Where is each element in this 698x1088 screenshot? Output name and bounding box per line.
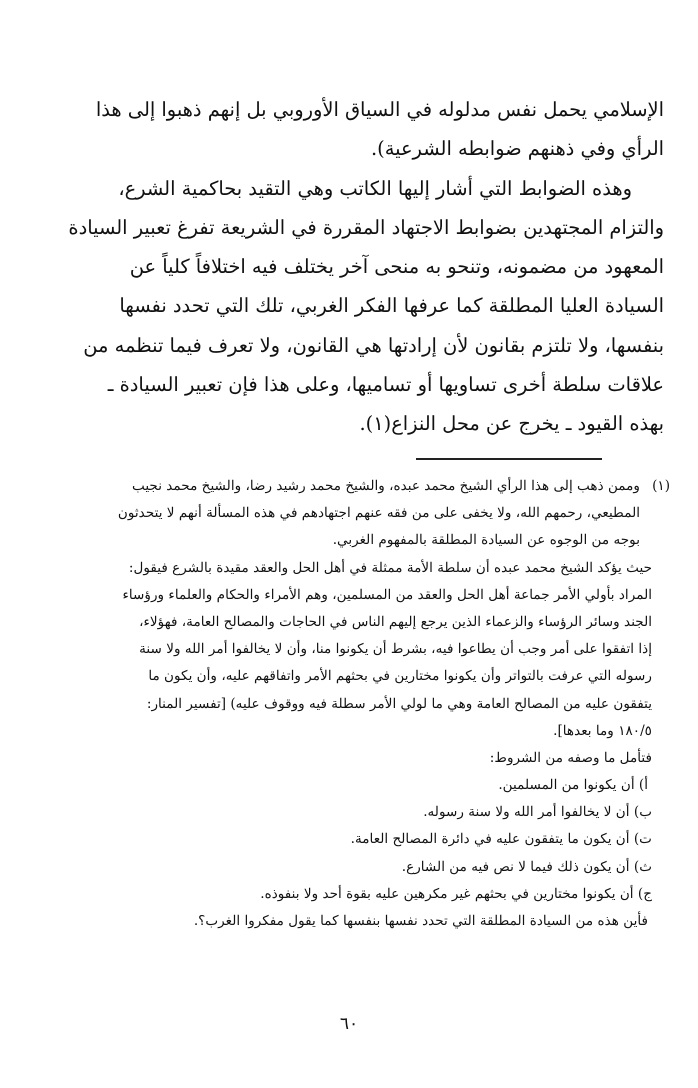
footnote-line: [30, 473, 670, 500]
condition-item: ت) أن يكون ما يتفقون عليه في دائرة المصالح العامة.: [350, 831, 652, 848]
footnote-divider: [416, 458, 602, 460]
footnote-text: وممن ذهب إلى هذا الرأي الشيخ محمد عبده، والشيخ محمد رشيد رضا، والشيخ محمد نجيب: [131, 478, 640, 494]
body-line: الرأي وفي ذهنهم ضوابطه الشرعية).: [371, 137, 664, 161]
footnote-line: فأين هذه من السيادة المطلقة التي تحدد نفسها بنفسها كما يقول مفكروا الغرب؟.: [193, 913, 648, 929]
footnote-number: (١): [652, 478, 670, 494]
footnote-line: بوجه من الوجوه عن السيادة المطلقة بالمفهوم الغربي.: [332, 532, 640, 549]
footnotes: [30, 473, 670, 935]
main-text: [34, 90, 664, 444]
condition-item: ج) أن يكونوا مختارين في بحثهم غير مكرهين عليه بقوة أحد ولا بنفوذه.: [260, 885, 652, 902]
footnote-line: يتفقون عليه من المصالح العامة وهي ما لولي الأمر سطلة فيه ووقوف عليه) [تفسير المنار:: [146, 695, 652, 712]
condition-item: ث) أن يكون ذلك فيما لا نص فيه من الشارع.: [401, 858, 652, 875]
footnote-line: حيث يؤكد الشيخ محمد عبده أن سلطة الأمة ممثلة في أهل الحل والعقد مقيدة بالشرع فيقول:: [128, 559, 652, 576]
footnote-line: رسوله التي عرفت بالتواتر وأن يكونوا مختارين في بحثهم الأمر واتفاقهم عليه، وأن يكون ما: [148, 668, 652, 685]
body-line: السيادة العليا المطلقة كما عرفها الفكر الغربي، تلك التي تحدد نفسها: [119, 294, 664, 318]
body-line: المعهود من مضمونه، وتنحو به منحى آخر يختلف فيه اختلافاً كلياً عن: [129, 255, 664, 279]
body-line: الإسلامي يحمل نفس مدلوله في السياق الأوروبي بل إنهم ذهبوا إلى هذا: [95, 98, 664, 121]
condition-item: ب) أن لا يخالفوا أمر الله ولا سنة رسوله.: [423, 804, 652, 821]
paragraph-start-line: وهذه الضوابط التي أشار إليها الكاتب وهي التقيد بحاكمية الشرع،: [118, 176, 632, 200]
footnote-line: المطيعي، رحمهم الله، ولا يخفى على من فقه عنهم اجتهادهم في هذه المسألة أنهم لا يتحدثون: [117, 505, 640, 522]
footnote-line: إذا اتفقوا على أمر وجب أن يطاعوا فيه، بشرط أن يكونوا منا، وأن لا يخالفوا أمر الله ولا سنة: [139, 641, 652, 658]
footnote-line: المراد بأولي الأمر جماعة أهل الحل والعقد من المسلمين، وهم الأمراء والحكام والعلماء ورؤساء: [122, 586, 652, 603]
body-line: بهذه القيود ـ يخرج عن محل النزاع(١).: [359, 412, 664, 436]
page-number: ٦٠: [339, 1014, 359, 1034]
body-line: علاقات سلطة أخرى تساويها أو تساميها، وعلى هذا فإن تعبير السيادة ـ: [107, 373, 664, 397]
footnote-line: ١٨٠/٥ وما بعدها].: [553, 722, 652, 739]
footnote-line: فتأمل ما وصفه من الشروط:: [489, 749, 652, 766]
body-line: والتزام المجتهدين بضوابط الاجتهاد المقررة في الشريعة تفرغ تعبير السيادة: [68, 215, 664, 239]
footnote-line: الجند وسائر الرؤساء والزعماء الذين يرجع إليهم الناس في الحاجات والمصالح العامة، فهؤلاء،: [139, 613, 652, 630]
condition-item: أ) أن يكونوا من المسلمين.: [498, 777, 648, 794]
body-line: بنفسها، ولا تلتزم بقانون لأن إرادتها هي القانون، ولا تعرف فيما تنظمه من: [83, 333, 664, 357]
